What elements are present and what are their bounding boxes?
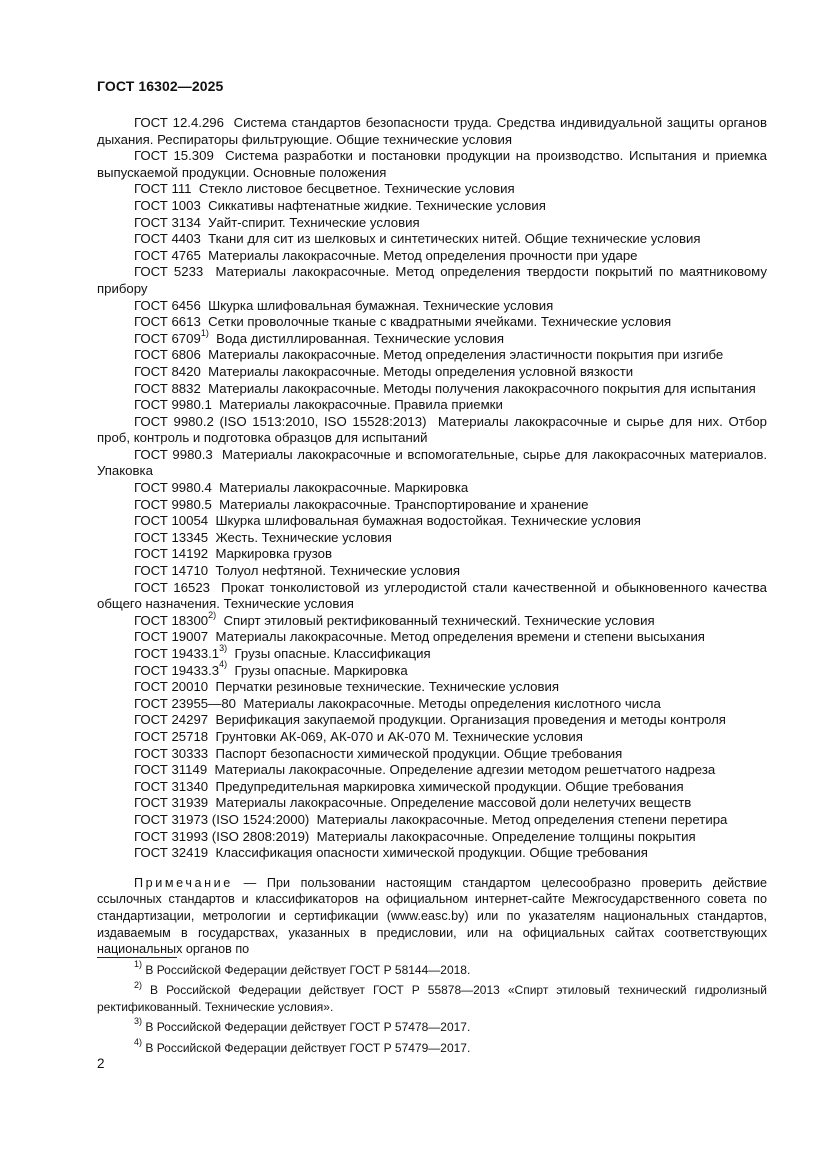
reference-code: ГОСТ 23955—80 [134, 695, 236, 711]
reference-title: Спирт этиловый ректификованный технический. Технические условия [223, 612, 655, 628]
reference-title: Система стандартов безопасности труда. Средства индивидуальной защиты органов дыхания. Респираторы фильтрующие. Общие технические условия [97, 115, 768, 147]
reference-code: ГОСТ 24297 [134, 712, 209, 728]
footnote-text: В Российской Федерации действует ГОСТ Р 58144—2018. [145, 963, 471, 977]
reference-item [97, 629, 767, 646]
reference-title: Материалы лакокрасочные. Транспортирование и хранение [219, 496, 589, 512]
reference-title: Материалы лакокрасочные. Методы определения кислотного числа [243, 695, 661, 711]
reference-item [97, 327, 767, 348]
footnotes [97, 959, 767, 1060]
reference-title: Материалы лакокрасочные. Маркировка [219, 480, 469, 496]
note-paragraph [97, 875, 767, 958]
reference-title: Материалы лакокрасочные. Метод определения эластичности покрытия при изгибе [208, 347, 724, 363]
reference-title: Материалы лакокрасочные. Методы определения условной вязкости [208, 363, 634, 379]
reference-item [97, 215, 767, 232]
reference-code: ГОСТ 8420 [134, 363, 201, 379]
document-header: ГОСТ 16302—2025 [97, 78, 224, 94]
reference-code: ГОСТ 6709 [134, 330, 201, 346]
reference-title: Прокат тонколистовой из углеродистой стали качественной и обыкновенного качества общего назначения. Технические условия [97, 579, 767, 612]
reference-item [97, 546, 767, 563]
reference-item [97, 381, 767, 398]
reference-code: ГОСТ 19433.3 [134, 662, 220, 678]
reference-title: Ткани для сит из шелковых и синтетических нитей. Общие технические условия [208, 231, 701, 247]
footnote-item [97, 1036, 767, 1056]
reference-title: Материалы лакокрасочные. Метод определения времени и степени высыхания [215, 629, 705, 645]
reference-title: Грунтовки АК-069, АК-070 и АК-070 М. Технические условия [215, 728, 583, 744]
reference-title: Сетки проволочные тканые с квадратными ячейками. Технические условия [208, 314, 672, 330]
reference-item [97, 563, 767, 580]
note-label: Примечание [134, 875, 233, 890]
reference-code: ГОСТ 15.309 [134, 148, 214, 164]
footnote-item [97, 1016, 767, 1035]
reference-item [97, 659, 767, 680]
reference-title: Предупредительная маркировка химической продукции. Общие требования [215, 778, 684, 794]
reference-code: ГОСТ 18300 [134, 612, 209, 628]
reference-code: ГОСТ 31340 [134, 778, 209, 794]
reference-code: ГОСТ 9980.2 (ISO 1513:2010, ISO 15528:2013) [134, 413, 427, 429]
reference-code: ГОСТ 111 [134, 181, 192, 197]
reference-item [97, 314, 767, 331]
reference-code: ГОСТ 10054 [134, 513, 209, 529]
reference-code: ГОСТ 6613 [134, 314, 201, 330]
footnote-mark: 3) [134, 1016, 143, 1027]
reference-code: ГОСТ 31993 (ISO 2808:2019) [134, 828, 310, 844]
reference-title: Шкурка шлифовальная бумажная водостойкая. Технические условия [215, 513, 641, 529]
reference-title: Грузы опасные. Маркировка [234, 662, 408, 678]
reference-item [97, 712, 767, 729]
reference-item [97, 364, 767, 381]
reference-title: Материалы лакокрасочные. Определение толщины покрытия [316, 828, 696, 844]
reference-item [97, 580, 767, 613]
reference-code: ГОСТ 5233 [134, 264, 204, 280]
reference-item [97, 795, 767, 812]
footnote-item [97, 979, 767, 1015]
reference-title: Стекло листовое бесцветное. Технические условия [198, 181, 515, 197]
reference-item [97, 779, 767, 796]
reference-title: Материалы лакокрасочные и сырье для них. Отбор проб, контроль и подготовка образцов для испытаний [97, 413, 767, 446]
reference-title: Материалы лакокрасочные. Методы получения лакокрасочного покрытия для испытания [208, 380, 756, 396]
reference-item [97, 513, 767, 530]
reference-code: ГОСТ 16523 [134, 579, 210, 595]
reference-item [97, 181, 767, 198]
footnote-mark: 4) [134, 1036, 143, 1047]
reference-item [97, 812, 767, 829]
reference-code: ГОСТ 31973 (ISO 1524:2000) [134, 811, 310, 827]
reference-code: ГОСТ 6806 [134, 347, 201, 363]
reference-item [97, 397, 767, 414]
reference-code: ГОСТ 9980.1 [134, 397, 212, 413]
reference-title: Верификация закупаемой продукции. Организация проведения и методы контроля [215, 712, 726, 728]
reference-code: ГОСТ 13345 [134, 529, 209, 545]
normative-references [97, 115, 767, 970]
reference-item [97, 248, 767, 265]
reference-title: Паспорт безопасности химической продукции. Общие требования [215, 745, 623, 761]
reference-title: Классификация опасности химической продукции. Общие требования [215, 845, 648, 861]
reference-item [97, 746, 767, 763]
reference-title: Материалы лакокрасочные. Определение массовой доли нелетучих веществ [215, 795, 692, 811]
reference-title: Жесть. Технические условия [215, 529, 392, 545]
reference-title: Материалы лакокрасочные и вспомогательные, сырье для лакокрасочных материалов. Упаковка [97, 446, 767, 479]
reference-item [97, 829, 767, 846]
reference-item [97, 480, 767, 497]
reference-code: ГОСТ 14710 [134, 563, 209, 579]
footnote-item [97, 959, 767, 978]
reference-code: ГОСТ 19433.1 [134, 646, 220, 661]
reference-code: ГОСТ 9980.3 [134, 446, 213, 462]
reference-title: Сиккативы нафтенатные жидкие. Технические условия [208, 197, 546, 213]
reference-code: ГОСТ 4403 [134, 231, 201, 247]
footnote-marker: 4) [219, 659, 228, 670]
reference-item [97, 642, 767, 663]
footnote-text: В Российской Федерации действует ГОСТ Р 57479—2017. [145, 1040, 471, 1055]
reference-title: Материалы лакокрасочные. Метод определения прочности при ударе [208, 247, 638, 263]
reference-item [97, 115, 767, 148]
reference-code: ГОСТ 30333 [134, 745, 209, 761]
reference-code: ГОСТ 3134 [134, 214, 201, 230]
reference-item [97, 679, 767, 696]
reference-item [97, 347, 767, 364]
reference-code: ГОСТ 1003 [134, 197, 201, 213]
note-text: — При пользовании настоящим стандартом целесообразно проверить действие ссылочных стандартов и классификаторов на официальном интернет-сайте Межгосударственного совета по стандартизации, метрологии и сертификации (www.easc.by) или по указателям национальных стандартов, издаваемым в государствах, указанных в предисловии, или на официальных сайтах соответствующих национальных органов по [97, 875, 768, 957]
reference-item [97, 447, 767, 480]
reference-title: Материалы лакокрасочные. Метод определения твердости покрытий по маятниковому прибору [97, 264, 767, 296]
reference-code: ГОСТ 9980.5 [134, 496, 212, 512]
reference-code: ГОСТ 20010 [134, 679, 209, 695]
reference-code: ГОСТ 32419 [134, 845, 209, 861]
footnote-mark: 1) [134, 959, 143, 970]
footnote-marker: 2) [208, 609, 217, 620]
page-number: 2 [97, 1056, 105, 1071]
reference-code: ГОСТ 8832 [134, 380, 201, 396]
reference-title: Толуол нефтяной. Технические условия [215, 563, 461, 579]
footnote-divider [97, 957, 177, 958]
reference-item [97, 264, 767, 297]
reference-item [97, 198, 767, 215]
reference-title: Материалы лакокрасочные. Метод определения степени перетира [316, 811, 728, 827]
reference-item [97, 231, 767, 248]
footnote-mark: 2) [134, 979, 143, 990]
reference-item [97, 414, 767, 447]
reference-item [97, 845, 767, 862]
reference-item [97, 762, 767, 779]
reference-code: ГОСТ 31149 [134, 762, 208, 778]
reference-title: Перчатки резиновые технические. Технические условия [215, 679, 560, 695]
reference-code: ГОСТ 6456 [134, 297, 201, 313]
footnote-text: В Российской Федерации действует ГОСТ Р 57478—2017. [145, 1020, 471, 1035]
reference-title: Вода дистиллированная. Технические условия [216, 330, 505, 346]
reference-list [97, 115, 767, 862]
reference-title: Система разработки и постановки продукции на производство. Испытания и приемка выпускаемой продукции. Основные положения [97, 148, 768, 180]
reference-code: ГОСТ 31939 [134, 795, 209, 811]
footnote-marker: 1) [200, 327, 209, 338]
reference-item [97, 298, 767, 315]
reference-code: ГОСТ 9980.4 [134, 480, 212, 496]
reference-item [97, 609, 767, 630]
reference-item [97, 696, 767, 713]
reference-item [97, 148, 767, 181]
reference-title: Материалы лакокрасочные. Определение адгезии методом решетчатого надреза [214, 762, 716, 778]
reference-item [97, 530, 767, 547]
reference-title: Уайт-спирит. Технические условия [208, 214, 420, 230]
reference-title: Материалы лакокрасочные. Правила приемки [219, 397, 503, 413]
reference-code: ГОСТ 12.4.296 [134, 115, 224, 130]
reference-code: ГОСТ 4765 [134, 247, 201, 263]
reference-title: Шкурка шлифовальная бумажная. Технические условия [208, 297, 554, 313]
reference-item [97, 729, 767, 746]
reference-code: ГОСТ 19007 [134, 629, 209, 645]
reference-title: Грузы опасные. Классификация [234, 646, 431, 661]
footnote-marker: 3) [219, 642, 228, 653]
reference-code: ГОСТ 14192 [134, 546, 209, 562]
reference-code: ГОСТ 25718 [134, 728, 209, 744]
reference-title: Маркировка грузов [215, 546, 332, 562]
reference-item [97, 497, 767, 514]
footnote-text: В Российской Федерации действует ГОСТ Р 55878—2013 «Спирт этиловый технический гидролизный ректификованный. Технические условия». [97, 983, 767, 1014]
